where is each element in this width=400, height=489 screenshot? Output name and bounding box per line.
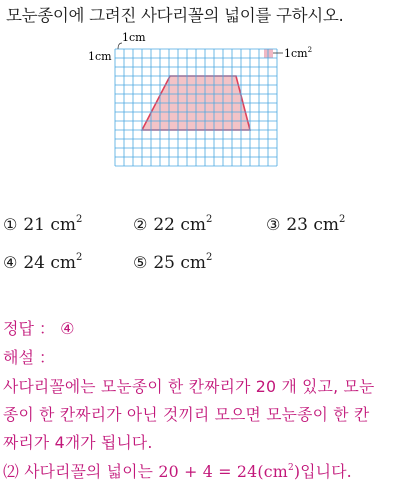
- trapezoid-figure: [0, 30, 400, 180]
- grid-lines: [115, 49, 277, 166]
- label-left-1cm: 1cm: [88, 50, 112, 63]
- question-text: 모눈종이에 그려진 사다리꼴의 넓이를 구하시오.: [6, 6, 344, 25]
- explanation-line-2: 종이 한 칸짜리가 아닌 것끼리 모으면 모눈종이 한 칸: [3, 405, 370, 424]
- label-right-1cm2: $1cm^2$: [284, 46, 313, 60]
- explanation-label: 해설 ：: [3, 348, 55, 367]
- label-top-1cm: 1cm: [122, 31, 146, 44]
- explanation-line-1: 사다리꼴에는 모눈종이 한 칸짜리가 20 개 있고, 모눈: [3, 377, 375, 396]
- answer-label: 정답 ： ④: [3, 319, 75, 338]
- explanation-line-3: 짜리가 4개가 됩니다.: [3, 433, 153, 452]
- option-4[interactable]: ④ 24 $cm^2$: [3, 252, 83, 273]
- unit-square: [264, 49, 273, 58]
- option-1[interactable]: ① 21 $cm^2$: [3, 214, 83, 235]
- option-3[interactable]: ③ 23 $cm^2$: [266, 214, 346, 235]
- explanation-line-4: ⑵ 사다리꼴의 넓이는 $20 + 4 = 24(cm^2)$입니다.: [3, 462, 352, 481]
- option-5[interactable]: ⑤ 25 $cm^2$: [133, 252, 213, 273]
- option-2[interactable]: ② 22 $cm^2$: [133, 214, 213, 235]
